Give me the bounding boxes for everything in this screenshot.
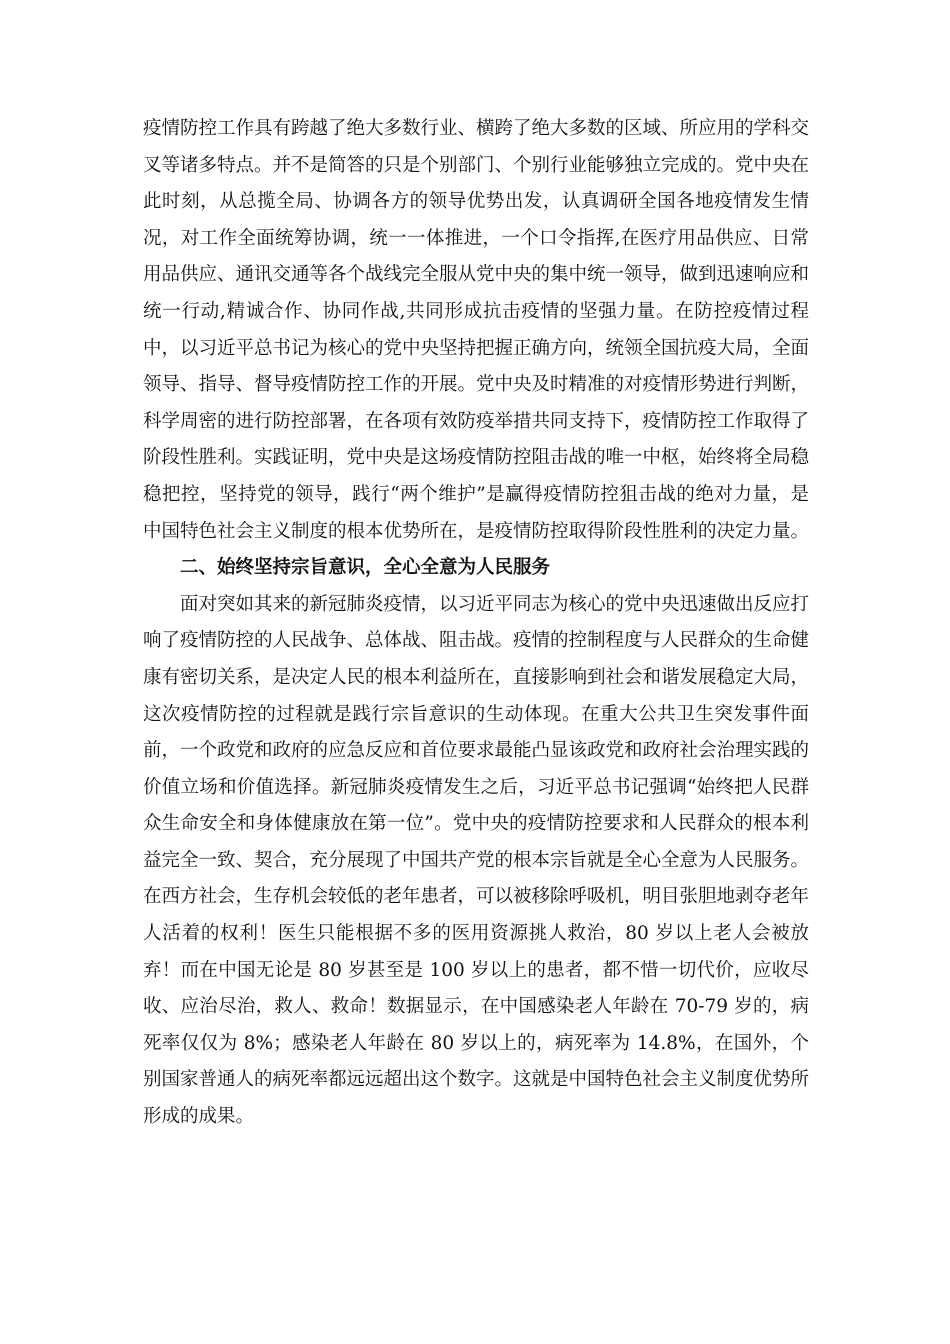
body-paragraph: 疫情防控工作具有跨越了绝大多数行业、横跨了绝大多数的区域、所应用的学科交叉等诸多特点。并不是简答的只是个别部门、个别行业能够独立完成的。党中央在此时刻，从总揽全局、协调各方的领导优势出发，认真调研全国各地疫情发生情况，对工作全面统筹协调，统一一体推进，一个口令指挥,在医疗用品供应、日常用品供应、通讯交通等各个战线完全服从党中央的集中统一领导，做到迅速响应和统一行动,精诚合作、协同作战,共同形成抗击疫情的坚强力量。在防控疫情过程中，以习近平总书记为核心的党中央坚持把握正确方向，统领全国抗疫大局，全面领导、指导、督导疫情防控工作的开展。党中央及时精准的对疫情形势进行判断，科学周密的进行防控部署，在各项有效防疫举措共同支持下，疫情防控工作取得了阶段性胜利。实践证明，党中央是这场疫情防控阻击战的唯一中枢，始终将全局稳稳把控，坚持党的领导，践行“两个维护”是赢得疫情防控狙击战的绝对力量，是中国特色社会主义制度的根本优势所在，是疫情防控取得阶段性胜利的决定力量。 [143,118,810,542]
body-paragraph: 面对突如其来的新冠肺炎疫情，以习近平同志为核心的党中央迅速做出反应打响了疫情防控的人民战争、总体战、阻击战。疫情的控制程度与人民群众的生命健康有密切关系，是决定人民的根本利益所在，直接影响到社会和谐发展稳定大局，这次疫情防控的过程就是践行宗旨意识的生动体现。在重大公共卫生突发事件面前，一个政党和政府的应急反应和首位要求最能凸显该政党和政府社会治理实践的价值立场和价值选择。新冠肺炎疫情发生之后，习近平总书记强调“始终把人民群众生命安全和身体健康放在第一位”。党中央的疫情防控要求和人民群众的根本利益完全一致、契合，充分展现了中国共产党的根本宗旨就是全心全意为人民服务。在西方社会，生存机会较低的老年患者，可以被移除呼吸机，明目张胆地剥夺老年人活着的权利！医生只能根据不多的医用资源挑人救治，80 岁以上老人会被放弃！而在中国无论是 80 岁甚至是 100 岁以上的患者，都不惜一切代价，应收尽收、应治尽治，救人、救命！数据显示，在中国感染老人年龄在 70-79 岁的，病死率仅仅为 8%；感染老人年龄在 80 岁以上的，病死率为 14.8%，在国外，个别国家普通人的病死率都远远超出这个数字。这就是中国特色社会主义制度优势所形成的成果。 [143,593,810,1128]
document-body [143,111,809,1136]
section-heading: 二、始终坚持宗旨意识，全心全意为人民服务 [180,557,551,579]
